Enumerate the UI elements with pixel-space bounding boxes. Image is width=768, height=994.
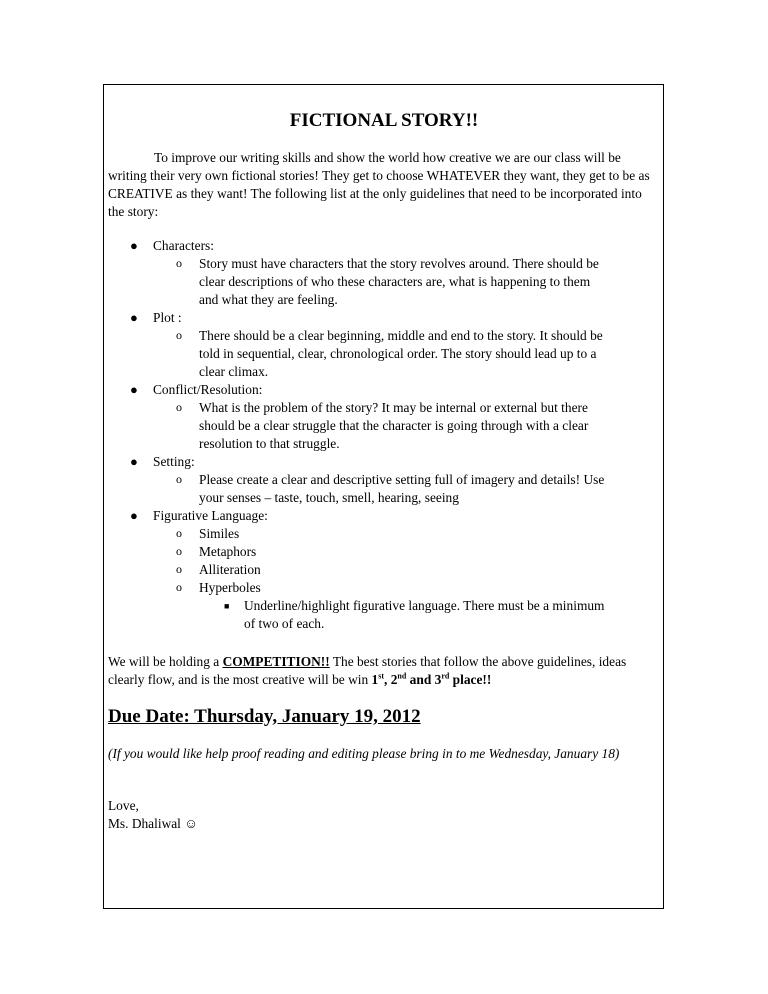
guideline-text: resolution to that struggle. (199, 436, 340, 451)
place-text: place!! (449, 672, 492, 687)
guidelines-list (108, 237, 660, 633)
first-place-suffix: st (378, 671, 385, 681)
list-item (108, 615, 660, 633)
circle-bullet-icon: o (176, 526, 182, 540)
guideline-text: your senses – taste, touch, smell, hearing, seeing (199, 490, 459, 505)
circle-bullet-icon: o (176, 328, 182, 342)
bullet-icon: ● (130, 382, 138, 397)
list-item (108, 561, 660, 579)
list-item (108, 291, 660, 309)
bullet-icon: ● (130, 508, 138, 523)
list-item (108, 237, 660, 255)
list-item (108, 489, 660, 507)
figurative-item: Hyperboles (199, 580, 261, 595)
guideline-text: There should be a clear beginning, middle and end to the story. It should be (199, 328, 603, 343)
guideline-label: Figurative Language: (153, 508, 268, 523)
figurative-note: Underline/highlight figurative language. There must be a minimum (244, 598, 605, 613)
circle-bullet-icon: o (176, 562, 182, 576)
circle-bullet-icon: o (176, 256, 182, 270)
list-item (108, 543, 660, 561)
guideline-label: Plot : (153, 310, 182, 325)
signoff (108, 797, 660, 833)
competition-word: COMPETITION!! (222, 654, 330, 669)
circle-bullet-icon: o (176, 400, 182, 414)
figurative-item: Metaphors (199, 544, 257, 559)
list-item (108, 435, 660, 453)
second-place-suffix: nd (397, 671, 407, 681)
guideline-text: clear descriptions of who these characters are, what is happening to them (199, 274, 591, 289)
guideline-label: Conflict/Resolution: (153, 382, 263, 397)
third-place: 3 (434, 672, 442, 687)
list-item (108, 273, 660, 291)
list-item (108, 579, 660, 597)
list-item (108, 597, 660, 615)
guideline-label: Characters: (153, 238, 214, 253)
prize-places (372, 672, 492, 687)
second-place: 2 (390, 672, 398, 687)
bullet-icon: ● (130, 310, 138, 325)
figurative-item: Alliteration (199, 562, 261, 577)
square-bullet-icon: ■ (224, 601, 230, 611)
guideline-label: Setting: (153, 454, 195, 469)
list-item (108, 453, 660, 471)
third-place-suffix: rd (441, 671, 450, 681)
guideline-text: Please create a clear and descriptive setting full of imagery and details! Use (199, 472, 605, 487)
guideline-text: clear climax. (199, 364, 269, 379)
list-item (108, 525, 660, 543)
guideline-text: told in sequential, clear, chronological order. The story should lead up to a (199, 346, 597, 361)
list-item (108, 381, 660, 399)
list-item (108, 363, 660, 381)
circle-bullet-icon: o (176, 544, 182, 558)
list-item (108, 417, 660, 435)
separator: , (384, 672, 391, 687)
list-item (108, 471, 660, 489)
list-item (108, 399, 660, 417)
list-item (108, 255, 660, 273)
figurative-item: Similes (199, 526, 240, 541)
list-item (108, 507, 660, 525)
guideline-text: and what they are feeling. (199, 292, 338, 307)
bullet-icon: ● (130, 454, 138, 469)
guideline-text: What is the problem of the story? It may be internal or external but there (199, 400, 588, 415)
list-item (108, 345, 660, 363)
guideline-text: Story must have characters that the story revolves around. There should be (199, 256, 599, 271)
intro-paragraph: To improve our writing skills and show the world how creative we are our class will be writing their very own fictional stories! They get to choose WHATEVER they want, they get to be as CREATIVE as they want! The following list at the only guidelines that need to be incorporated into the story: (108, 150, 650, 219)
competition-paragraph (108, 653, 660, 689)
bullet-icon: ● (130, 238, 138, 253)
document-title: FICTIONAL STORY!! (289, 110, 479, 131)
signature: Ms. Dhaliwal ☺ (108, 816, 198, 831)
competition-text: We will be holding a (108, 654, 223, 669)
due-date-heading: Due Date: Thursday, January 19, 2012 (108, 706, 421, 727)
closing: Love, (108, 798, 139, 813)
help-note: (If you would like help proof reading and editing please bring in to me Wednesday, January 18) (108, 746, 620, 761)
circle-bullet-icon: o (176, 580, 182, 594)
circle-bullet-icon: o (176, 472, 182, 486)
list-item (108, 309, 660, 327)
separator: and (406, 672, 435, 687)
figurative-note: of two of each. (244, 616, 325, 631)
first-place: 1 (371, 672, 379, 687)
competition-text: The best stories that follow the above guidelines, ideas clearly flow, and is the most creative will be win (108, 654, 627, 687)
list-item (108, 327, 660, 345)
guideline-text: should be a clear struggle that the character is going through with a clear (199, 418, 589, 433)
